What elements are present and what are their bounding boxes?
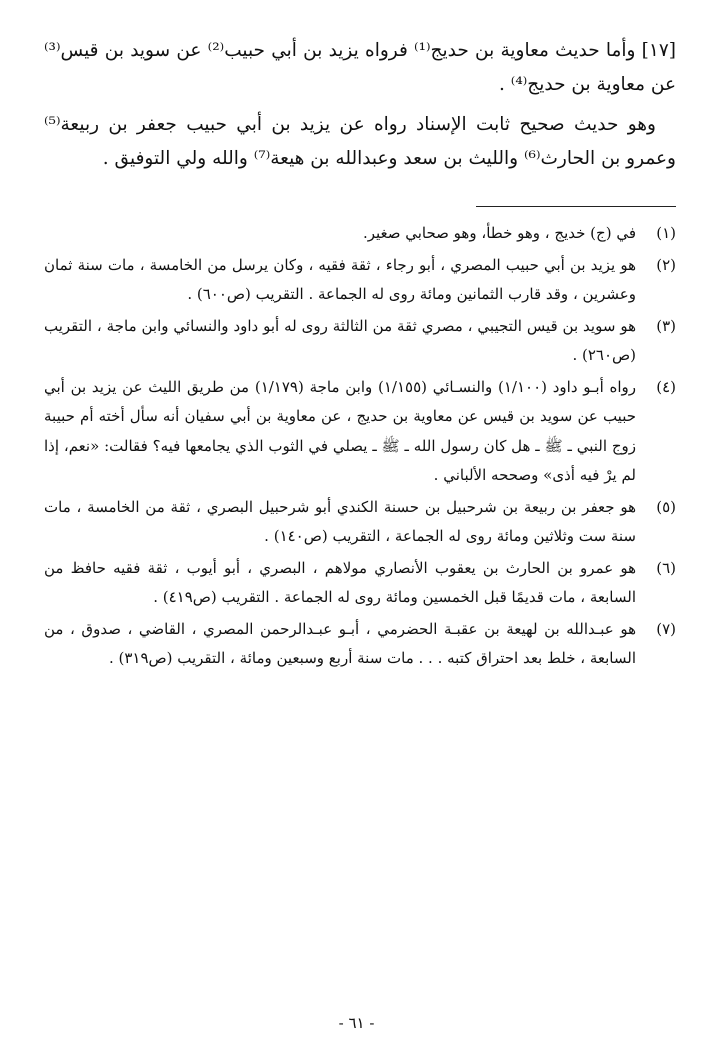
footnote-text: هو سويد بن قيس التجيبي ، مصري ثقة من الثالثة روى له أبو داود والنسائي وابن ماجة ، التقريب (ص٢٦٠) . xyxy=(44,316,636,364)
footnote-number: (٤) xyxy=(656,377,676,396)
footnote-1 xyxy=(44,219,676,249)
footnote-3 xyxy=(44,312,676,371)
footnote-2 xyxy=(44,251,676,310)
footnote-text: هو يزيد بن أبي حبيب المصري ، أبو رجاء ، ثقة فقيه ، وكان يرسل من الخامسة ، مات سنة ثمان وعشرين ، وقد قارب الثمانين ومائة روى له الجماعة . التقريب (ص٦٠٠) . xyxy=(44,255,636,303)
main-paragraph-1: [١٧] وأما حديث معاوية بن حديج⁽¹⁾ فرواه يزيد بن أبي حبيب⁽²⁾ عن سويد بن قيس⁽³⁾ عن معاوية بن حديج⁽⁴⁾ . xyxy=(44,40,676,95)
footnote-7 xyxy=(44,615,676,674)
footnote-5 xyxy=(44,493,676,552)
footnote-text: في (ج) خديج ، وهو خطأ، وهو صحابي صغير. xyxy=(362,224,636,242)
footnote-text: هو جعفر بن ربيعة بن شرحبيل بن حسنة الكندي أبو شرحبيل البصري ، ثقة من الخامسة ، مات سنة ست وثلاثين ومائة روى له الجماعة ، التقريب (ص١٤٠) . xyxy=(44,497,636,545)
footnotes-list xyxy=(44,219,676,674)
footnote-number: (٣) xyxy=(656,316,676,335)
footnote-number: (٦) xyxy=(656,558,676,577)
footnote-text: رواه أبـو داود (١/١٠٠) والنسـائي (١/١٥٥) وابن ماجة (١/١٧٩) من طريق الليث عن يزيد بن أبي حبيب عن سويد بن قيس عن معاوية بن حديج ، عن معاوية بن أبي سفيان أنه سأل أخته أم حبيبة زوج النبي ـ ﷺ ـ هل كان رسول الله ـ ﷺ ـ يصلي في الثوب الذي يجامعها فيه؟ فقالت: «نعم، إذا لم يرْ فيه أذى» وصححه الألباني . xyxy=(44,377,636,484)
main-text xyxy=(44,34,676,176)
footnote-4 xyxy=(44,373,676,491)
footnote-text: هو عبـدالله بن لهيعة بن عقبـة الحضرمي ، أبـو عبـدالرحمن المصري ، القاضي ، صدوق ، من السابعة ، خلط بعد احتراق كتبه . . . مات سنة أربع وسبعين ومائة ، التقريب (ص٣١٩) . xyxy=(44,619,636,667)
footnote-6 xyxy=(44,554,676,613)
page-number: - ٦١ - xyxy=(338,1014,375,1032)
footnote-number: (٧) xyxy=(656,619,676,638)
footnote-number: (١) xyxy=(656,224,676,242)
main-paragraph-2: وهو حديث صحيح ثابت الإسناد رواه عن يزيد بن أبي حبيب جعفر بن ربيعة⁽⁵⁾ وعمرو بن الحارث⁽⁶⁾ والليث بن سعد وعبدالله بن هيعة⁽⁷⁾ والله ولي التوفيق . xyxy=(44,114,676,169)
footnote-number: (٢) xyxy=(656,255,676,274)
footnote-number: (٥) xyxy=(656,497,676,516)
footnote-text: هو عمرو بن الحارث بن يعقوب الأنصاري مولاهم ، البصري ، أبو أيوب ، ثقة فقيه حافظ من السابعة ، مات قديمًا قبل الخمسين ومائة روى له الجماعة . التقريب (ص٤١٩) . xyxy=(44,558,636,606)
footnote-separator xyxy=(476,206,676,207)
page-body xyxy=(44,34,676,676)
